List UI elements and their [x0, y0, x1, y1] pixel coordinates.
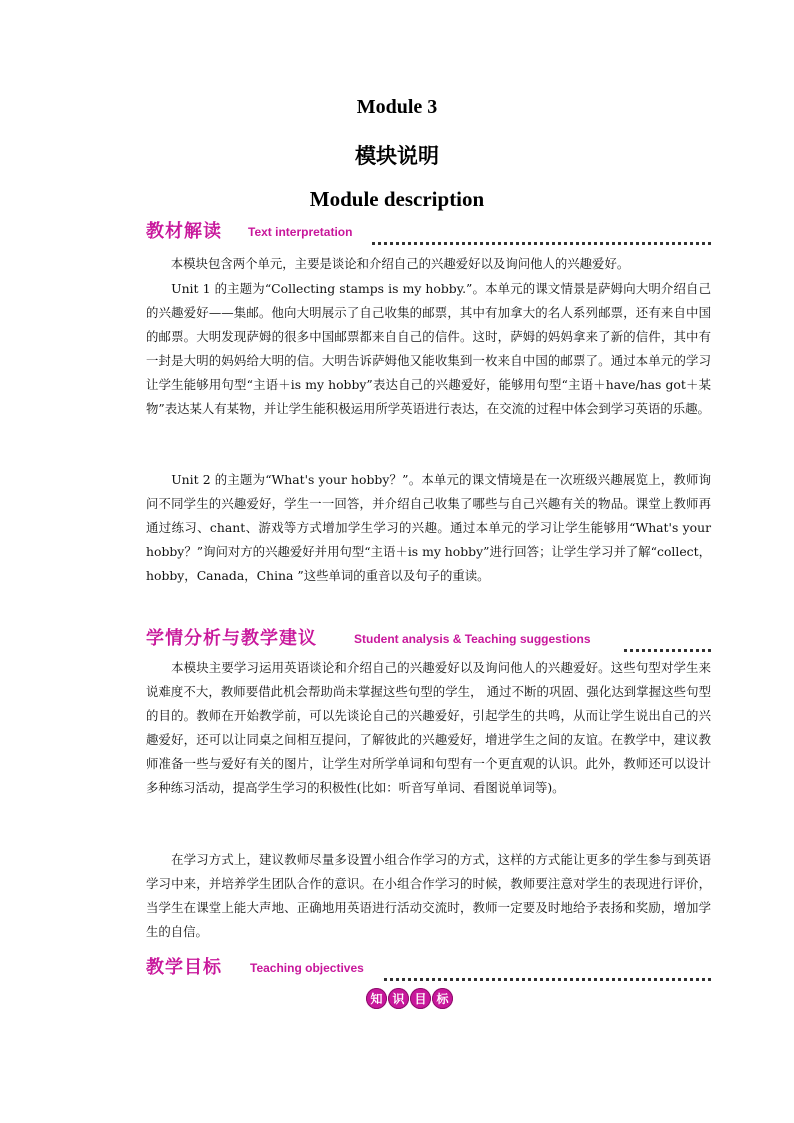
paragraph [146, 848, 711, 944]
section-cn-title: 教学目标 [146, 957, 222, 978]
section-cn-title: 教材解读 [146, 221, 222, 242]
badge-char: 识 [388, 988, 409, 1009]
section-heading-text-interpretation [146, 221, 711, 245]
section-en-title: Teaching objectives [250, 961, 364, 975]
section-cn-title: 学情分析与教学建议 [146, 628, 317, 649]
section-en-title: Student analysis & Teaching suggestions [354, 632, 591, 646]
knowledge-objectives-badge [366, 988, 453, 1010]
section-heading-teaching-objectives [146, 957, 711, 981]
paragraph [146, 277, 711, 421]
paragraph-text: Unit 1 的主题为“Collecting stamps is my hobby.”。本单元的课文情景是萨姆向大明介绍自己的兴趣爱好——集邮。他向大明展示了自己收集的邮票，其中有加拿大的名人系列邮票，还有来自中国的邮票。大明发现萨姆的很多中国邮票都来自自己的信件。这时，萨姆的妈妈拿来了新的信件，其中有一封是大明的妈妈给大明的信。大明告诉萨姆他又能收集到一枚来自中国的邮票了。通过本单元的学习让学生能够用句型“主语＋is my hobby”表达自己的兴趣爱好，能够用句型“主语＋have/has got＋某物”表达某人有某物，并让学生能积极运用所学英语进行表达，在交流的过程中体会到学习英语的乐趣。 [146, 281, 711, 416]
paragraph-text: Unit 2 的主题为“What's your hobby？”。本单元的课文情境是在一次班级兴趣展览上，教师询问不同学生的兴趣爱好，学生一一回答，并介绍自己收集了哪些与自己兴趣有关的物品。课堂上教师再通过练习、chant、游戏等方式增加学生学习的兴趣。通过本单元的学习让学生能够用“What's your hobby？”询问对方的兴趣爱好并用句型“主语＋is my hobby”进行回答；让学生学习并了解“collect，hobby，Canada，China ”这些单词的重音以及句子的重读。 [146, 472, 712, 583]
paragraph-text: 本模块包含两个单元，主要是谈论和介绍自己的兴趣爱好以及询问他人的兴趣爱好。 [170, 256, 630, 271]
badge-char: 标 [432, 988, 453, 1009]
paragraph-text: 在学习方式上，建议教师尽量多设置小组合作学习的方式，这样的方式能让更多的学生参与到英语学习中来，并培养学生团队合作的意识。在小组合作学习的时候，教师要注意对学生的表现进行评价，当学生在课堂上能大声地、正确地用英语进行活动交流时，教师一定要及时地给予表扬和奖励，增加学生的自信。 [146, 852, 712, 939]
badge-char: 目 [410, 988, 431, 1009]
module-number: Module 3 [356, 96, 438, 118]
badge-char: 知 [366, 988, 387, 1009]
paragraph-text: 本模块主要学习运用英语谈论和介绍自己的兴趣爱好以及询问他人的兴趣爱好。这些句型对学生来说难度不大，教师要借此机会帮助尚未掌握这些句型的学生， 通过不断的巩固、强化达到掌握这些句型的目的。教师在开始教学前，可以先谈论自己的兴趣爱好，引起学生的共鸣，从而让学生说出自己的兴趣爱好，还可以让同桌之间相互提问，了解彼此的兴趣爱好，增进学生之间的友谊。在教学中，建议教师准备一些与爱好有关的图片，让学生对所学单词和句型有一个更直观的认识。此外，教师还可以设计多种练习活动，提高学生学习的积极性(比如：听音写单词、看图说单词等)。 [146, 660, 712, 795]
dotted-rule [384, 978, 711, 981]
paragraph [146, 252, 711, 276]
module-en-title: Module description [309, 187, 485, 211]
section-heading-student-analysis [146, 628, 711, 652]
dotted-rule [372, 242, 711, 245]
section-en-title: Text interpretation [248, 225, 353, 239]
dotted-rule [624, 649, 711, 652]
paragraph [146, 468, 711, 588]
paragraph [146, 656, 711, 800]
module-cn-title: 模块说明 [355, 144, 439, 168]
